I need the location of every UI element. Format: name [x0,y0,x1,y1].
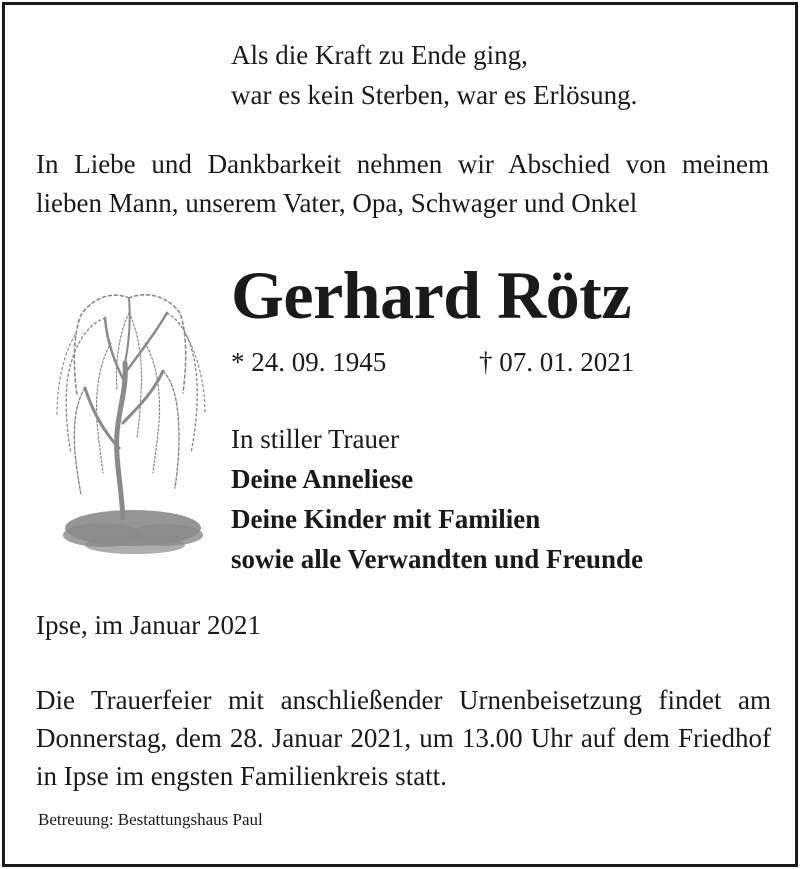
deceased-name: Gerhard Rötz [231,257,632,333]
birth-date: * 24. 09. 1945 [231,347,387,377]
obituary-frame [2,2,798,867]
mourner-line-1: Deine Anneliese [231,464,414,494]
mourners [231,419,643,579]
verse-line-1: Als die Kraft zu Ende ging, [231,40,528,70]
place-date: Ipse, im Januar 2021 [36,610,261,640]
intro-text: In Liebe und Dankbarkeit nehmen wir Abschied von meinem lieben Mann, unserem Vater, Opa, Schwager und Onkel [36,149,769,218]
service-info: Die Trauerfeier mit anschließender Urnenbeisetzung findet am Donnerstag, dem 28. Januar 2021, um 13.00 Uhr auf dem Friedhof in Ipse im engsten Familienkreis statt. [36,685,771,791]
verse-line-2: war es kein Sterben, war es Erlösung. [231,80,638,110]
death-date: † 07. 01. 2021 [479,347,635,377]
verse [231,35,637,115]
funeral-home-credit: Betreuung: Bestattungshaus Paul [38,810,263,829]
mourners-heading: In stiller Trauer [231,424,399,454]
mourner-line-3: sowie alle Verwandten und Freunde [231,544,644,574]
weeping-willow-icon [45,273,215,573]
mourner-line-2: Deine Kinder mit Familien [231,504,541,534]
